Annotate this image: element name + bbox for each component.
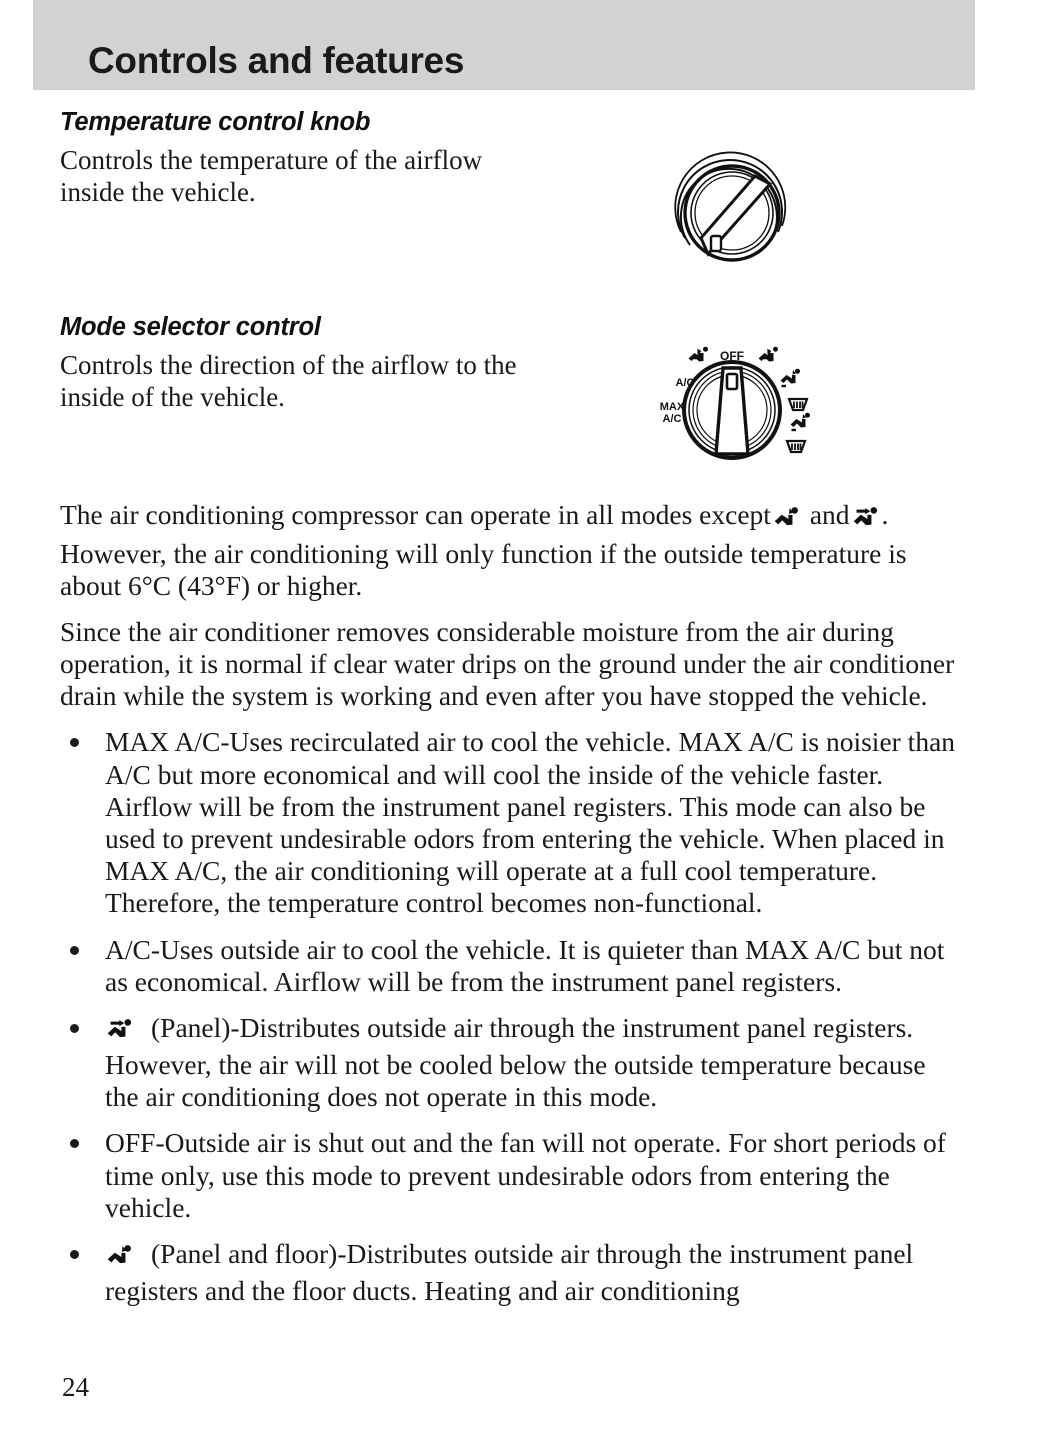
list-item <box>60 1012 960 1114</box>
list-item <box>60 1238 960 1307</box>
heading-mode-selector-control: Mode selector control <box>60 312 321 341</box>
compressor-text-part3: . However, the air conditioning will only function if the outside temperature is about 6°C (43°F) or higher. <box>60 499 907 601</box>
panel-vent-icon <box>853 505 879 537</box>
paragraph-compressor-modes <box>60 499 960 602</box>
panel-floor-vent-icon <box>107 1243 133 1275</box>
dial-label-off: OFF <box>720 349 744 363</box>
heading-temperature-control-knob: Temperature control knob <box>60 108 371 136</box>
bullet-dot-icon <box>70 738 79 747</box>
list-item <box>60 1127 960 1224</box>
list-item-text: (Panel and floor)-Distributes outside air through the instrument panel registers and the floor ducts. Heating and air conditioning <box>105 1237 914 1307</box>
section-temperature-control-knob <box>60 108 530 209</box>
spacer-after-temperature-section <box>60 209 960 313</box>
page-number: 24 <box>62 1372 89 1402</box>
bullet-dot-icon <box>70 1139 79 1148</box>
section-mode-selector-control <box>60 313 530 414</box>
bullet-dot-icon <box>70 946 79 955</box>
spacer-after-mode-section <box>60 413 960 499</box>
dial-label-max-ac-line2: A/C <box>662 413 682 425</box>
panel-vent-icon <box>107 1017 133 1049</box>
panel-floor-vent-icon <box>774 505 800 537</box>
text-mode-selector-control: Controls the direction of the airflow to the inside of the vehicle. <box>60 349 517 412</box>
list-item-text: (Panel)-Distributes outside air through the instrument panel registers. However, the air will not be cooled below the outside temperature because the air conditioning does not operate in this mode. <box>105 1011 926 1113</box>
compressor-text-part1: The air conditioning compressor can operate in all modes except <box>60 499 771 531</box>
list-item-text: A/C-Uses outside air to cool the vehicle. It is quieter than MAX A/C but not as economical. Airflow will be from the instrument panel registers. <box>105 933 945 997</box>
bullet-dot-icon <box>70 1250 79 1259</box>
mode-description-list <box>60 726 960 1307</box>
list-item <box>60 726 960 919</box>
page-content <box>60 108 960 1321</box>
text-temperature-control-knob: Controls the temperature of the airflow inside the vehicle. <box>60 145 483 207</box>
list-item-text: OFF-Outside air is shut out and the fan will not operate. For short periods of time only, use this mode to prevent undesirable odors from entering the vehicle. <box>105 1127 946 1223</box>
page-title: Controls and features <box>88 40 465 81</box>
bullet-dot-icon <box>70 1024 79 1033</box>
dial-label-ac: A/C <box>675 377 695 389</box>
dial-label-max-ac-line1: MAX <box>659 401 685 413</box>
paragraph-moisture: Since the air conditioner removes considerable moisture from the air during operation, it is normal if clear water drips on the ground under the air conditioner drain while the system is working and even after you have stopped the vehicle. <box>60 615 955 712</box>
compressor-text-part2: and <box>809 499 850 531</box>
list-item-text: MAX A/C-Uses recirculated air to cool the vehicle. MAX A/C is noisier than A/C but more economical and will cool the inside of the vehicle faster. Airflow will be from the instrument panel registers. This mode can also be used to prevent undesirable odors from entering the vehicle. When placed in MAX A/C, the air conditioning will operate at a full cool temperature. Therefore, the temperature control becomes non-functional. <box>105 726 956 919</box>
list-item <box>60 934 960 998</box>
